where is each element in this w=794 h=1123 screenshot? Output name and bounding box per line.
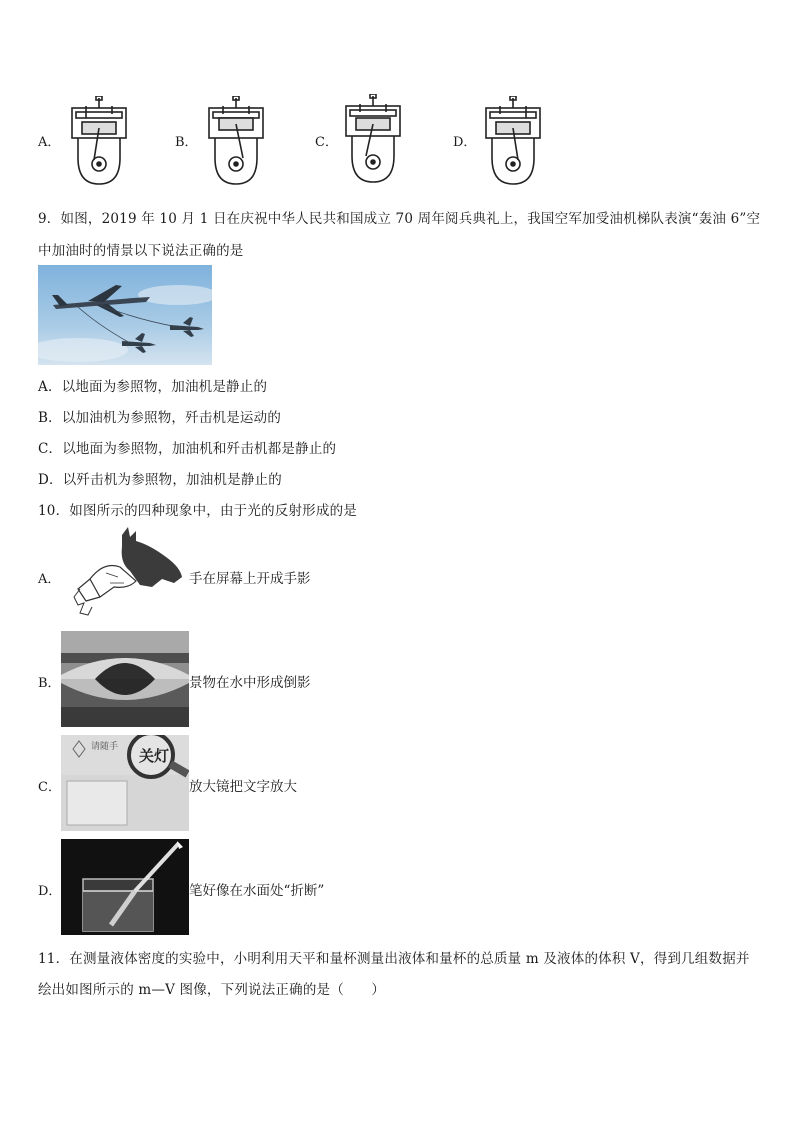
q10-option-c-label: C． <box>38 780 61 795</box>
q10-option-a-caption: 手在屏幕上开成手影 <box>189 571 311 587</box>
q11-stem-line-2: 绘出如图所示的 m—V 图像，下列说法正确的是（ ） <box>38 982 386 998</box>
q8-option-a-label: A． <box>38 135 61 150</box>
q8-engine-diagram-c <box>340 94 406 186</box>
q11-stem-line-1: 11．在测量液体密度的实验中，小明利用天平和量杯测量出液体和量杯的总质量 m 及液体的体积 V，得到几组数据并 <box>38 951 750 967</box>
q10-pen-in-water-photo <box>61 839 189 935</box>
q8-option-b-label: B． <box>175 135 198 150</box>
q10-option-c-caption: 放大镜把文字放大 <box>189 779 297 795</box>
q10-hand-shadow-image <box>70 527 184 619</box>
q8-option-c-label: C． <box>315 135 338 150</box>
q10-option-d-caption: 笔好像在水面处“折断” <box>189 883 325 899</box>
q9-stem-line-1: 9．如图，2019 年 10 月 1 日在庆祝中华人民共和国成立 70 周年阅兵典礼上，我国空军加受油机梯队表演“轰油 6”空 <box>38 211 761 227</box>
q8-engine-diagram-d <box>480 96 546 188</box>
q9-refueling-photo <box>38 265 212 365</box>
q10-option-b-label: B． <box>38 676 61 691</box>
q10-magnifier-photo: 请随手 关灯 <box>61 735 189 831</box>
q10-stem: 10．如图所示的四种现象中，由于光的反射形成的是 <box>38 503 357 519</box>
q8-engine-diagram-b <box>203 96 269 188</box>
q9-option-a: A．以地面为参照物，加油机是静止的 <box>38 379 268 395</box>
q10-option-b-caption: 景物在水中形成倒影 <box>189 675 311 691</box>
q9-stem-line-2: 中加油时的情景以下说法正确的是 <box>38 243 244 259</box>
q10-magnified-sign-text: 关灯 <box>139 747 170 765</box>
q9-option-d: D．以歼击机为参照物，加油机是静止的 <box>38 472 282 488</box>
q8-engine-diagram-a <box>66 96 132 188</box>
q8-option-d-label: D． <box>453 135 477 150</box>
q10-option-a-label: A． <box>38 572 61 587</box>
q9-option-b: B．以加油机为参照物，歼击机是运动的 <box>38 410 282 426</box>
q10-bridge-reflection-photo <box>61 631 189 727</box>
q10-option-d-label: D． <box>38 884 62 899</box>
q9-option-c: C．以地面为参照物，加油机和歼击机都是静止的 <box>38 441 337 457</box>
